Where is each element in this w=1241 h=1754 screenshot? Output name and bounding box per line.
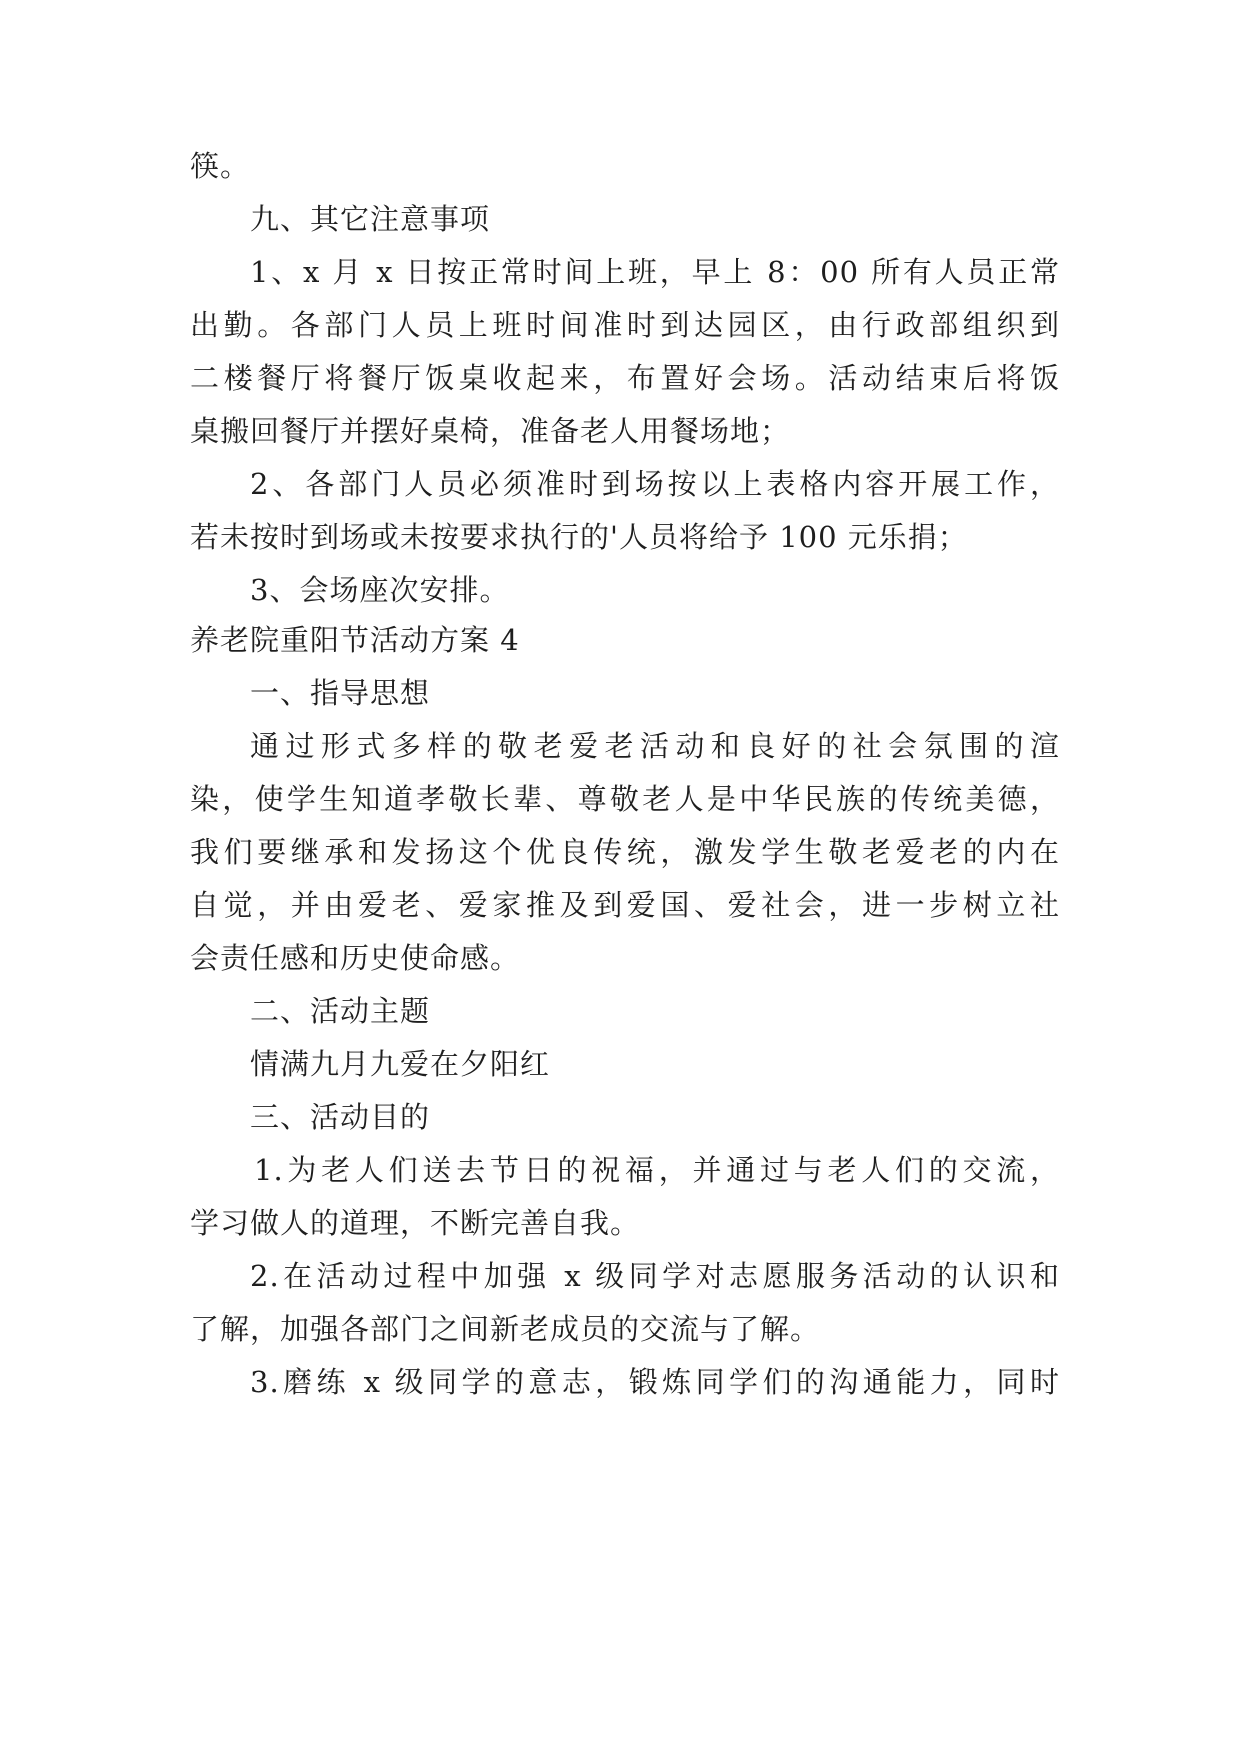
text-line: 3.磨练 x 级同学的意志，锻炼同学们的沟通能力，同时 — [250, 1365, 1060, 1399]
theme-text: 情满九月九爱在夕阳红 — [250, 1047, 551, 1081]
section-heading: 九、其它注意事项 — [250, 202, 491, 236]
text-line: 染，使学生知道孝敬长辈、尊敬老人是中华民族的传统美德， — [190, 782, 1060, 816]
text-line: 1.为老人们送去节日的祝福，并通过与老人们的交流， — [254, 1153, 1060, 1187]
text-line: 自觉，并由爱老、爱家推及到爱国、爱社会，进一步树立社 — [190, 888, 1060, 922]
text-line: 2、各部门人员必须准时到场按以上表格内容开展工作， — [250, 467, 1060, 501]
text-line: 桌搬回餐厅并摆好桌椅，准备老人用餐场地； — [190, 414, 791, 448]
text-line: 了解，加强各部门之间新老成员的交流与了解。 — [190, 1312, 821, 1346]
text-line: 筷。 — [190, 149, 251, 183]
text-line: 3、会场座次安排。 — [250, 573, 510, 607]
section-heading: 一、指导思想 — [250, 676, 431, 710]
document-title: 养老院重阳节活动方案 4 — [190, 623, 520, 657]
text-line: 2.在活动过程中加强 x 级同学对志愿服务活动的认识和 — [250, 1259, 1060, 1293]
text-line: 会责任感和历史使命感。 — [190, 941, 521, 975]
text-line: 我们要继承和发扬这个优良传统，激发学生敬老爱老的内在 — [190, 835, 1060, 869]
text-line: 1、x 月 x 日按正常时间上班，早上 8：00 所有人员正常 — [250, 255, 1060, 289]
text-line: 通过形式多样的敬老爱老活动和良好的社会氛围的渲 — [250, 729, 1060, 763]
text-line: 若未按时到场或未按要求执行的'人员将给予 100 元乐捐； — [190, 520, 968, 554]
text-line: 出勤。各部门人员上班时间准时到达园区，由行政部组织到 — [190, 308, 1060, 342]
section-heading: 三、活动目的 — [250, 1100, 431, 1134]
text-line: 学习做人的道理，不断完善自我。 — [190, 1206, 641, 1240]
text-line: 二楼餐厅将餐厅饭桌收起来，布置好会场。活动结束后将饭 — [190, 361, 1060, 395]
section-heading: 二、活动主题 — [250, 994, 431, 1028]
